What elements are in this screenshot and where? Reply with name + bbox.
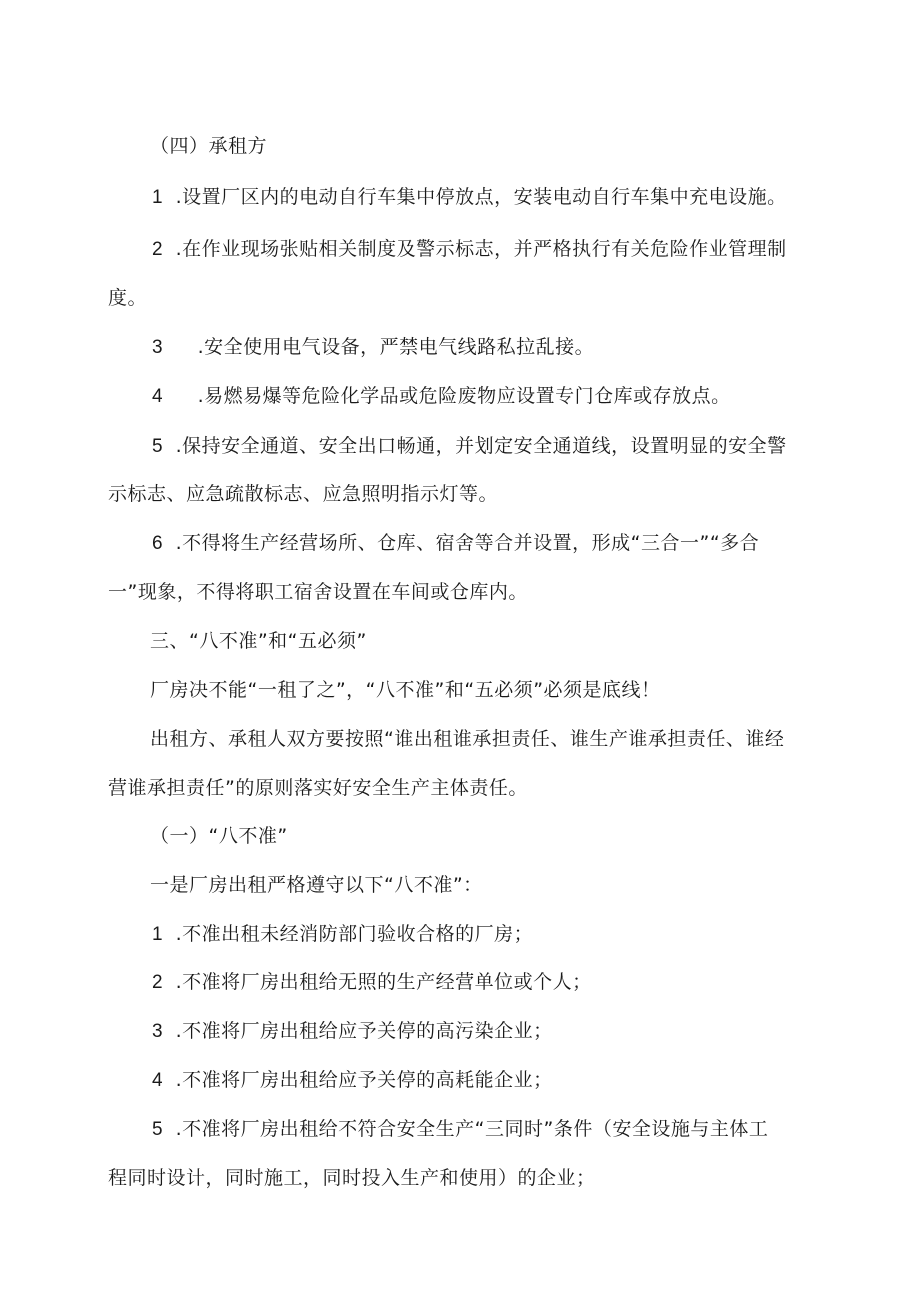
list-item-text: .易燃易爆等危险化学品或危险废物应设置专门仓库或存放点。 (197, 385, 731, 407)
rule-item-3 (152, 1019, 553, 1044)
paragraph-bottomline: 厂房决不能“一租了之”，“八不准”和“五必须”必须是底线！ (150, 679, 661, 701)
list-item-text: .设置厂区内的电动自行车集中停放点，安装电动自行车集中充电设施。 (175, 186, 787, 208)
list-item-2 (152, 237, 787, 262)
list-item-text: .不准将厂房出租给不符合安全生产“三同时”条件（安全设施与主体工 (175, 1118, 769, 1140)
list-item-text: .在作业现场张贴相关制度及警示标志，并严格执行有关危险作业管理制 (175, 238, 787, 260)
list-item-1 (152, 185, 787, 210)
list-item-number: 5 (152, 436, 164, 457)
list-item-number: 3 (152, 1021, 164, 1042)
rule-item-1 (152, 922, 533, 947)
rule-item-5 (152, 1117, 768, 1142)
list-item-number: 2 (152, 239, 164, 260)
list-item-text: .不准将厂房出租给应予关停的高污染企业； (175, 1020, 553, 1042)
list-item-text: .不准将厂房出租给应予关停的高耗能企业； (175, 1069, 553, 1091)
paragraph-parties: 出租方、承租人双方要按照“谁出租谁承担责任、谁生产谁承担责任、谁经 (150, 728, 785, 750)
list-item-text: .安全使用电气设备，严禁电气线路私拉乱接。 (197, 336, 595, 358)
list-item-number: 2 (152, 972, 164, 993)
list-item-number: 4 (152, 386, 164, 407)
list-item-2-continued: 度。 (108, 287, 148, 309)
paragraph-parties-continued: 营谁承担责任”的原则落实好安全生产主体责任。 (108, 777, 528, 799)
list-item-text: .不准将厂房出租给无照的生产经营单位或个人； (175, 971, 592, 993)
list-item-number: 1 (152, 187, 164, 208)
list-item-number: 3 (152, 337, 164, 358)
list-item-number: 1 (152, 924, 164, 945)
list-item-text: .不准出租未经消防部门验收合格的厂房； (175, 923, 534, 945)
section-4-heading: （四）承租方 (150, 135, 268, 157)
list-item-number: 5 (152, 1119, 164, 1140)
list-item-5 (152, 434, 787, 459)
rule-item-4 (152, 1068, 553, 1093)
list-item-6-continued: 一”现象，不得将职工宿舍设置在车间或仓库内。 (108, 581, 528, 603)
list-item-number: 4 (152, 1070, 164, 1091)
section-3-heading: 三、“八不准”和“五必须” (150, 630, 367, 652)
list-item-text: .保持安全通道、安全出口畅通，并划定安全通道线，设置明显的安全警 (175, 435, 787, 457)
list-item-5-continued: 示标志、应急疏散标志、应急照明指示灯等。 (108, 483, 499, 505)
rule-item-2 (152, 970, 592, 995)
list-item-number: 6 (152, 533, 164, 554)
list-item-4 (152, 384, 731, 409)
list-item-6 (152, 531, 759, 556)
subsection-1-heading: （一）“八不准” (150, 825, 288, 847)
paragraph-intro: 一是厂房出租严格遵守以下“八不准”： (150, 874, 483, 896)
list-item-text: .不得将生产经营场所、仓库、宿舍等合并设置，形成“三合一”“多合 (175, 532, 760, 554)
rule-item-5-continued: 程同时设计，同时施工，同时投入生产和使用）的企业； (108, 1167, 596, 1189)
list-item-3 (152, 335, 594, 360)
